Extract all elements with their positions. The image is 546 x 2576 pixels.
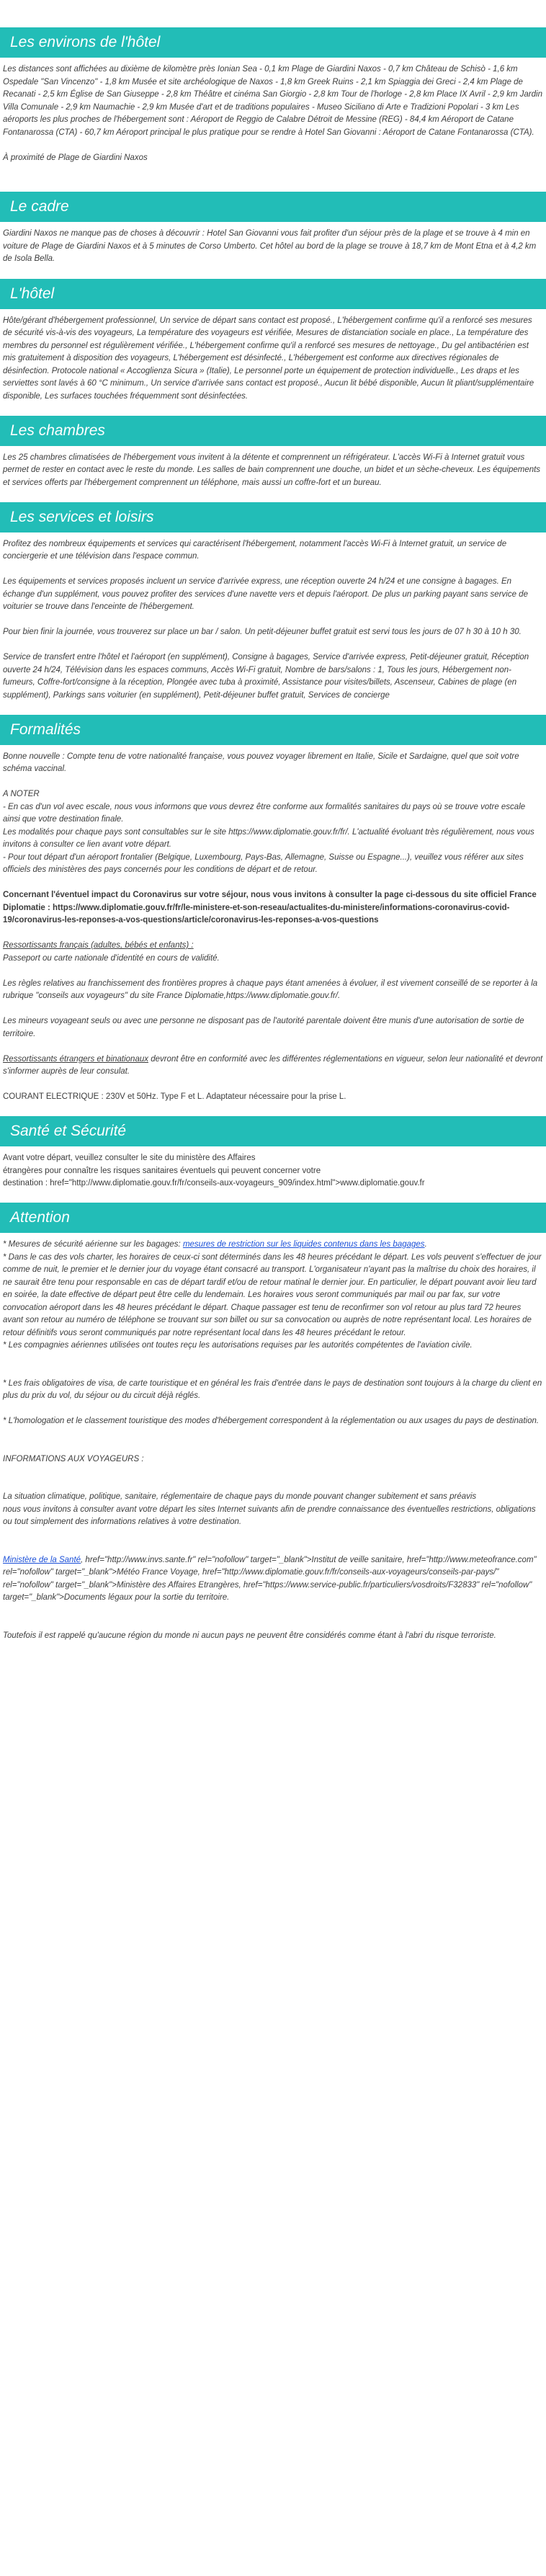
formalites-etrangers bbox=[3, 1053, 543, 1079]
attention-infos-title: INFORMATIONS AUX VOYAGEURS : bbox=[3, 1454, 144, 1463]
section-title-formalites: Formalités bbox=[0, 715, 546, 745]
section-body-environs bbox=[0, 58, 546, 164]
attention-visa: * Les frais obligatoires de visa, de carte touristique et en général les frais d'entrée dans le pays de destination sont toujours à la charge du client en plus du prix du vol, du séjour ou du circuit déjà réglés. bbox=[3, 1378, 542, 1400]
section-title-attention: Attention bbox=[0, 1203, 546, 1233]
environs-distances: Les distances sont affichées au dixième de kilomètre près Ionian Sea - 0,1 km Plage de Giardini Naxos - 0,7 km Château de Schisò - 1,6 km Ospedale "San Vincenzo" - 1,8 km Musée et site archéologique de Naxos - 1,8 km Greek Ruins - 2,1 km Spiaggia dei Greci - 2,4 km Plage de Recanati - 2,5 km Église de San Giuseppe - 2,8 km Théâtre et cinéma San Giorgio - 2,8 km Tour de l'horloge - 2,8 km Place IX Avril - 2,9 km Jardin Villa Comunale - 2,9 km Naumachie - 2,9 km Musée d'art et de traditions populaires - Museo Siciliano di Arte e Tradizioni Popolari - 3 km Les aéroports les plus proches de l'hébergement sont : Aéroport de Reggio de Calabre Détroit de Messine (REG) - 84,4 km Aéroport de Catane Fontanarossa (CTA) - 60,7 km Aéroport principal le plus pratique pour se rendre à Hotel San Giovanni : Aéroport de Catane Fontanarossa (CTA). bbox=[3, 65, 542, 137]
section-title-services: Les services et loisirs bbox=[0, 502, 546, 532]
formalites-note-3: - Pour tout départ d'un aéroport frontalier (Belgique, Luxembourg, Pays-Bas, Allemagne, Suisse ou Espagne...), veuillez vous référer aux sites officiels des ministères des pays concernés pour les conditions de départ et de retour. bbox=[3, 852, 524, 874]
spacer bbox=[3, 1440, 543, 1453]
section-title-chambres: Les chambres bbox=[0, 416, 546, 446]
formalites-etr-title: Ressortissants étrangers et binationaux bbox=[3, 1054, 148, 1064]
sante-line-1: Avant votre départ, veuillez consulter le site du ministère des Affaires bbox=[3, 1154, 256, 1162]
section-title-hotel: L'hôtel bbox=[0, 279, 546, 309]
section-title-environs: Les environs de l'hôtel bbox=[0, 27, 546, 58]
attention-compagnies: * Les compagnies aériennes utilisées ont toutes reçu les autorisations requises par les autorités compétentes de l'aviation civile. bbox=[3, 1341, 473, 1350]
section-services bbox=[0, 502, 546, 703]
section-attention bbox=[0, 1203, 546, 1642]
spacer bbox=[3, 1479, 543, 1492]
section-body-sante bbox=[0, 1146, 546, 1190]
section-sante bbox=[0, 1116, 546, 1190]
section-body-hotel bbox=[0, 309, 546, 404]
formalites-etr-text: devront être en conformité avec les différentes réglementations en vigueur, selon leur nationalité et devront s'informer auprès de leur consulat. bbox=[3, 1054, 543, 1076]
section-body-cadre bbox=[0, 222, 546, 266]
formalites-courant: COURANT ELECTRIQUE : 230V et 50Hz. Type F et L. Adaptateur nécessaire pour la prise L. bbox=[3, 1092, 346, 1101]
spacer bbox=[3, 1541, 543, 1554]
section-hotel bbox=[0, 279, 546, 404]
attention-links-text: , href="http://www.invs.sante.fr" rel="nofollow" target="_blank">Institut de veille sanitaire, href="http://www.meteofrance.com" rel="nofollow" target="_blank">Météo France Voyage, href="http://www.diplomatie.gouv.fr/fr/conseils-aux-voyageurs/conseils-par-pays/" rel="nofollow" target="_blank">Ministère des Affaires Etrangères, href="https://www.service-public.fr/particuliers/vosdroits/F32833" rel="nofollow" target="_blank">Documents légaux pour la sortie du territoire. bbox=[3, 1555, 537, 1602]
section-formalites bbox=[0, 715, 546, 1104]
environs-proximity: À proximité de Plage de Giardini Naxos bbox=[3, 153, 148, 162]
section-title-cadre: Le cadre bbox=[0, 192, 546, 222]
services-breakfast: Pour bien finir la journée, vous trouverez sur place un bar / salon. Un petit-déjeuner buffet gratuit est servi tous les jours de 07 h 30 à 10 h 30. bbox=[3, 628, 522, 636]
cadre-description: Giardini Naxos ne manque pas de choses à découvrir : Hotel San Giovanni vous fait profiter d'un séjour près de la plage et se trouve à 4 min en voiture de Plage de Giardini Naxos et à 5 minutes de Corso Umberto. Cet hôtel au bord de la plage se trouve à 18,7 km de Mont Etna et à 4,2 km de Isola Bella. bbox=[3, 229, 537, 263]
section-cadre bbox=[0, 192, 546, 266]
services-equipment: Les équipements et services proposés incluent un service d'arrivée express, une réception ouverte 24 h/24 et une consigne à bagages. En échange d'un supplément, vous pouvez profiter des services d'une navette vers et depuis l'aéroport. De plus un parking payant sans service de voiturier se trouve dans l'enceinte de l'hébergement. bbox=[3, 577, 528, 611]
section-chambres bbox=[0, 416, 546, 490]
formalites-regles: Les règles relatives au franchissement des frontières propres à chaque pays étant amenées à évoluer, il est vivement conseillé de se reporter à la rubrique "conseils aux voyageurs" du site France Diplomatie,https://www.diplomatie.gouv.fr/. bbox=[3, 979, 538, 1000]
attention-charter: * Dans le cas des vols charter, les horaires de ceux-ci sont déterminés dans les 48 heures précédant le départ. Les vols peuvent s'effectuer de jour comme de nuit, le premier et le dernier jour du voyage étant consacré au transport. L'organisateur n'ayant pas la maîtrise du choix des horaires, il ne saurait être tenu pour responsable en cas de départ tardif et/ou de retour matinal le dernier jour. En particulier, le départ pouvant avoir lieu tard en soirée, la date effective de départ peut être celle du lendemain. Les horaires vous seront communiqués par mail ou par fax, sur votre convocation aéroport dans les 48 heures précédant le départ. Chaque passager est tenu de reconfirmer son vol retour au plus tard 72 heures avant son retour au numéro de téléphone se trouvant sur son billet ou sur sa convocation ou auprès de notre représentant local. Les horaires de retour définitifs vous seront communiqués par notre représentant local dans les 48 heures précédant le retour. bbox=[3, 1252, 542, 1337]
formalites-mineurs: Les mineurs voyageant seuls ou avec une personne ne disposant pas de l'autorité parentale doivent être munis d'une autorisation de sortie de territoire. bbox=[3, 1017, 524, 1038]
attention-bagages-pre: * Mesures de sécurité aérienne sur les bagages: bbox=[3, 1240, 183, 1249]
section-body-formalites bbox=[0, 745, 546, 1104]
formalites-note-2: Les modalités pour chaque pays sont consultables sur le site https://www.diplomatie.gouv.fr/fr/. L'actualité évoluant très régulièrement, nous vous invitons à consulter ce lien avant votre départ. bbox=[3, 827, 534, 849]
sante-line-3: destination : href="http://www.diplomatie.gouv.fr/fr/conseils-aux-voyageurs_909/index.html">www.diplomatie.gouv.fr bbox=[3, 1179, 425, 1187]
spacer bbox=[3, 1365, 543, 1378]
attention-sites: nous vous invitons à consulter avant votre départ les sites Internet suivants afin de prendre connaissance des éventuelles restrictions, obligations ou tout simplement des informations relatives à votre destination. bbox=[3, 1505, 536, 1526]
formalites-note-title: A NOTER bbox=[3, 790, 40, 798]
section-body-chambres bbox=[0, 446, 546, 490]
section-environs bbox=[0, 27, 546, 164]
attention-climat: La situation climatique, politique, sanitaire, réglementaire de chaque pays du monde pouvant changer subitement et sans préavis bbox=[3, 1492, 477, 1501]
section-body-attention bbox=[0, 1233, 546, 1642]
services-list: Service de transfert entre l'hôtel et l'aéroport (en supplément), Consigne à bagages, Service d'arrivée express, Petit-déjeuner gratuit, Réception ouverte 24 h/24, Télévision dans les espaces communs, Accès Wi-Fi gratuit, Nombre de bars/salons : 1, Tous les jours, Hébergement non-fumeurs, Coffre-fort/consigne à la réception, Plongée avec tuba à proximité, Assistance pour visites/billets, Ascenseur, Cabines de plage (en supplément), Parkings sans voiturier (en supplément), Petit-déjeuner buffet gratuit, Services de concierge bbox=[3, 653, 529, 700]
sante-line-2: étrangères pour connaître les risques sanitaires éventuels qui peuvent concerner votre bbox=[3, 1166, 321, 1175]
formalites-fr-title: Ressortissants français (adultes, bébés et enfants) : bbox=[3, 941, 194, 950]
chambres-description: Les 25 chambres climatisées de l'hébergement vous invitent à la détente et comprennent un réfrigérateur. L'accès Wi-Fi à Internet gratuit vous permet de rester en contact avec le reste du monde. Les salles de bain comprennent une douche, un bidet et un sèche-cheveux. Les équipements et services offerts par l'hébergement comprennent un téléphone, mais aussi un coffre-fort et un bureau. bbox=[3, 453, 541, 487]
hotel-description: Hôte/gérant d'hébergement professionnel, Un service de départ sans contact est proposé., L'hébergement confirme qu'il a renforcé ses mesures de sécurité vis-à-vis des voyageurs, La température des voyageurs est vérifiée, Mesures de distanciation sociale en place., La température des membres du personnel est régulièrement vérifiée., L'hébergement confirme qu'il a renforcé ses mesures de nettoyage., Du gel antibactérien est mis gratuitement à disposition des voyageurs, L'hébergement est désinfecté., L'hébergement est conforme aux directives régionales de désinfection. Protocole national « Accoglienza Sicura » (Italie), Le personnel porte un équipement de protection individuelle., Les draps et les serviettes sont lavés à 60 °C minimum., Un service d'arrivée sans contact est proposé., Aucun lit bébé disponible, Aucun lit pliant/supplémentaire disponible, Les surfaces touchées fréquemment sont désinfectées. bbox=[3, 316, 534, 401]
liquids-restriction-link[interactable]: mesures de restriction sur les liquides contenus dans les bagages bbox=[182, 1240, 425, 1249]
attention-links bbox=[3, 1554, 543, 1605]
services-intro: Profitez des nombreux équipements et services qui caractérisent l'hébergement, notamment l'accès Wi-Fi à Internet gratuit, un service de conciergerie et une télévision dans l'espace commun. bbox=[3, 539, 507, 561]
attention-bagages bbox=[3, 1239, 543, 1252]
attention-homologation: * L'homologation et le classement touristique des modes d'hébergement correspondent à la réglementation ou aux usages du pays de destination. bbox=[3, 1417, 540, 1425]
section-title-sante: Santé et Sécurité bbox=[0, 1116, 546, 1146]
formalites-fr-text: Passeport ou carte nationale d'identité en cours de validité. bbox=[3, 953, 220, 963]
ministere-sante-link[interactable]: Ministère de la Santé bbox=[3, 1555, 81, 1564]
formalites-nationality: Bonne nouvelle : Compte tenu de votre nationalité française, vous pouvez voyager librement en Italie, Sicile et Sardaigne, quel que soit votre schéma vaccinal. bbox=[3, 752, 519, 773]
spacer bbox=[3, 1617, 543, 1630]
section-body-services bbox=[0, 532, 546, 703]
formalites-coronavirus: Concernant l'éventuel impact du Coronavirus sur votre séjour, nous vous invitons à consulter la page ci-dessous du site officiel France Diplomatie : https://www.diplomatie.gouv.fr/fr/le-ministere-et-son-reseau/actualites-du-ministere/informations-coronavirus-covid-19/coronavirus-les-reponses-a-vos-questions/article/coronavirus-les-reponses-a-vos-questions bbox=[3, 891, 537, 924]
formalites-note-1: - En cas d'un vol avec escale, nous vous informons que vous devrez être conforme aux formalités sanitaires du pays où se trouve votre escale ainsi que votre destination finale. bbox=[3, 802, 526, 824]
attention-bagages-post: . bbox=[424, 1240, 427, 1249]
attention-terrorisme: Toutefois il est rappelé qu'aucune région du monde ni aucun pays ne peuvent être considérés comme étant à l'abri du risque terroriste. bbox=[3, 1631, 496, 1640]
